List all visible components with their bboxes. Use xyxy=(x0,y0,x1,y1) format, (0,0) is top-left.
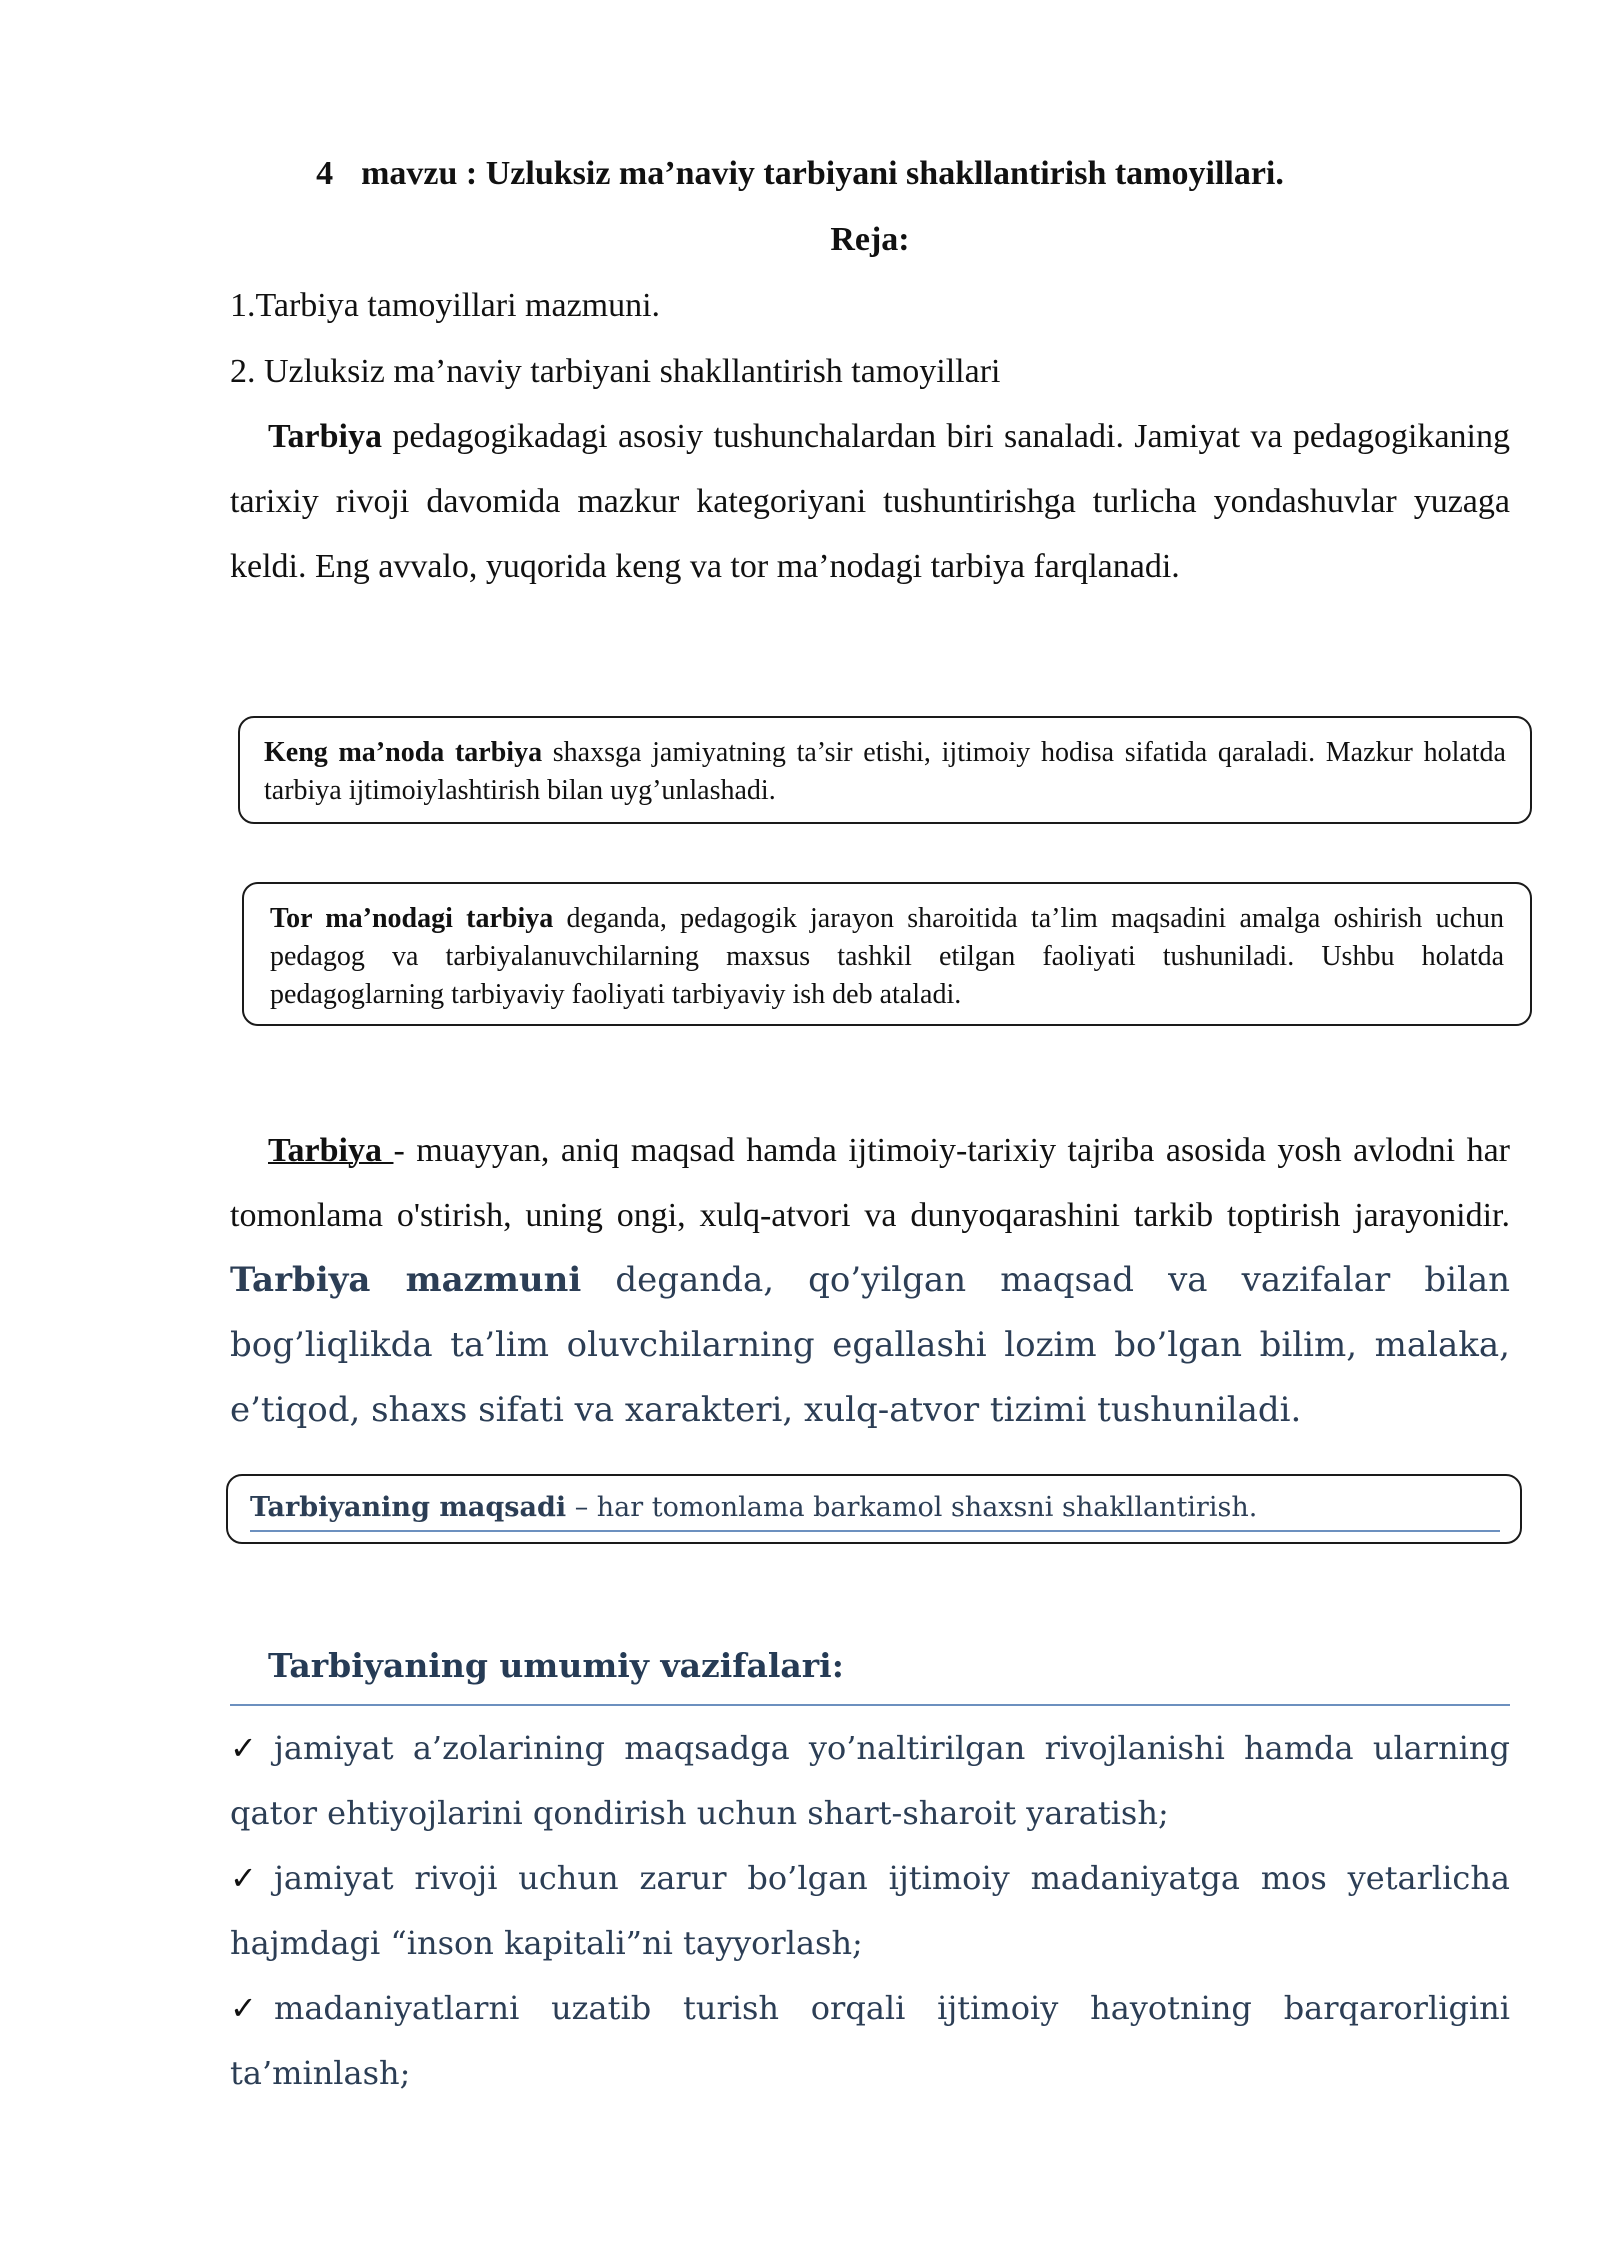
plan-item-1: 1.Tarbiya tamoyillari mazmuni. xyxy=(230,287,661,324)
definition-text: - muayyan, aniq maqsad hamda ijtimoiy-tarixiy tajriba asosida yosh avlodni har tomonlama o'stirish, uning ongi, xulq-atvori va dunyoqarashini tarkib toptirish jarayonidir. xyxy=(230,1132,1510,1234)
task-item xyxy=(230,1846,1510,1976)
tasks-heading: Tarbiyaning umumiy vazifalari: xyxy=(268,1646,844,1685)
goal-text: – har tomonlama barkamol shaxsni shakllantirish. xyxy=(566,1492,1258,1523)
narrow-definition-box xyxy=(242,882,1532,1026)
topic-title: mavzu : Uzluksiz ma’naviy tarbiyani shakllantirish tamoyillari. xyxy=(361,155,1284,192)
narrow-term: Tor ma’nodagi tarbiya xyxy=(270,903,554,934)
broad-definition-box xyxy=(238,716,1532,824)
page-title xyxy=(0,152,1600,196)
goal-term: Tarbiyaning maqsadi xyxy=(250,1492,567,1523)
task-item xyxy=(230,1976,1510,2106)
intro-term: Tarbiya xyxy=(268,418,383,455)
topic-number: 4 xyxy=(316,155,334,192)
tasks-heading-underline xyxy=(230,1704,1510,1706)
task-text-2: jamiyat rivoji uchun zarur bo’lgan ijtimoiy madaniyatga mos yetarlicha hajmdagi “inson kapitali”ni tayyorlash; xyxy=(230,1859,1510,1962)
intro-paragraph xyxy=(230,404,1510,599)
plan-item-2: 2. Uzluksiz ma’naviy tarbiyani shakllantirish tamoyillari xyxy=(230,353,1001,390)
definition-paragraph xyxy=(230,1118,1510,1443)
intro-text: pedagogikadagi asosiy tushunchalardan biri sanaladi. Jamiyat va pedagogikaning tarixiy rivoji davomida mazkur kategoriyani tushuntirishga turlicha yondashuvlar yuzaga keldi. Eng avvalo, yuqorida keng va tor ma’nodagi tarbiya farqlanadi. xyxy=(230,418,1510,585)
task-text-3: madaniyatlarni uzatib turish orqali ijtimoiy hayotning barqarorligini ta’minlash; xyxy=(230,1989,1510,2092)
checkmark-icon: ✓ xyxy=(230,1859,257,1897)
task-item xyxy=(230,1716,1510,1846)
goal-underline xyxy=(250,1530,1500,1532)
task-text-1: jamiyat a’zolarining maqsadga yo’naltirilgan rivojlanishi hamda ularning qator ehtiyojlarini qondirish uchun shart-sharoit yaratish; xyxy=(230,1729,1510,1832)
goal-box xyxy=(226,1474,1522,1544)
definition-term: Tarbiya xyxy=(268,1132,394,1169)
broad-text: shaxsga jamiyatning ta’sir etishi, ijtimoiy hodisa sifatida qaraladi. Mazkur holatda tarbiya ijtimoiylashtirish bilan uyg’unlashadi. xyxy=(264,737,1506,806)
content-term: Tarbiya mazmuni xyxy=(230,1260,582,1300)
plan-label: Reja: xyxy=(830,221,910,258)
content-text: deganda, qo’yilgan maqsad va vazifalar bilan bog’liqlikda ta’lim oluvchilarning egallashi lozim bo’lgan bilim, malaka, e’tiqod, shaxs sifati va xarakteri, xulq-atvor tizimi tushuniladi. xyxy=(230,1260,1511,1430)
broad-term: Keng ma’noda tarbiya xyxy=(264,737,543,768)
checkmark-icon: ✓ xyxy=(230,1989,257,2027)
narrow-text: deganda, pedagogik jarayon sharoitida ta’lim maqsadini amalga oshirish uchun pedagog va tarbiyalanuvchilarning maxsus tashkil etilgan faoliyati tushuniladi. Ushbu holatda pedagoglarning tarbiyaviy faoliyati tarbiyaviy ish deb ataladi. xyxy=(270,903,1504,1010)
checkmark-icon: ✓ xyxy=(230,1729,257,1767)
